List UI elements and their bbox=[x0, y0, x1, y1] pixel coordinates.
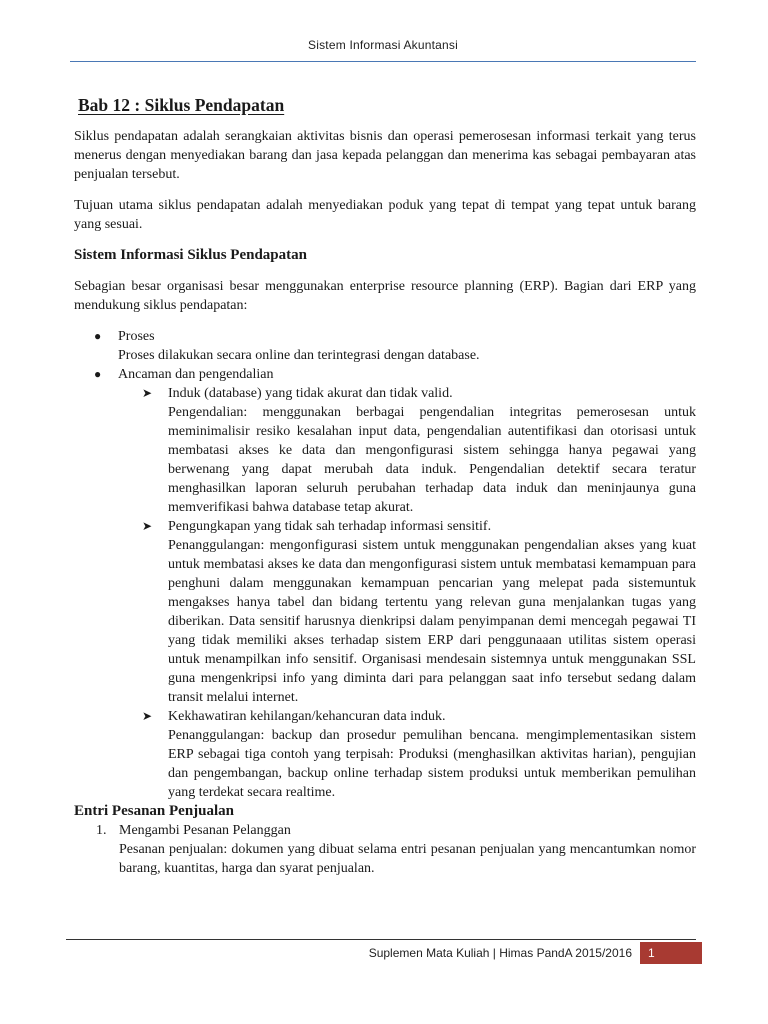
page-header: Sistem Informasi Akuntansi bbox=[308, 38, 458, 52]
numbered-detail: Pesanan penjualan: dokumen yang dibuat selama entri pesanan penjualan yang mencantumkan nomor barang, kuantitas, harga dan syarat penjualan. bbox=[119, 842, 696, 876]
numbered-list bbox=[74, 821, 696, 878]
bullet-list bbox=[74, 327, 696, 802]
threat-title: Pengungkapan yang tidak sah terhadap informasi sensitif. bbox=[168, 519, 492, 534]
threat-detail: Penanggulangan: mengonfigurasi sistem untuk menggunakan pengendalian akses yang kuat untuk membatasi akses ke data dan mengonfigurasi sistem untuk membatasi kemampuan para penghuni dalam menggunakan kemampuan pencarian yang melepat pada sistemuntuk mengakses hanya tabel dan bidang tertentu yang relevan guna menjalankan tugas yang diberikan. Data sensitif harusnya dienkripsi dalam penyimpanan demi mencegah pegawai TI yang tidak memiliki akses terhadap sistem ERP dari penggunaaan utilitas sistem operasi untuk menampilkan info sensitif. Organisasi mendesain sistemnya untuk menggunakan SSL guna mengenkripsi info yang diminta dari para pelanggan saat info tersebut sedang dalam transit melalui internet. bbox=[168, 538, 696, 705]
bullet-text: Proses dilakukan secara online dan terintegrasi dengan database. bbox=[118, 348, 480, 363]
intro-paragraph-2: Tujuan utama siklus pendapatan adalah menyediakan poduk yang tepat di tempat yang tepat untuk barang yang sesuai. bbox=[74, 198, 696, 232]
threat-list bbox=[118, 384, 696, 802]
list-item bbox=[74, 365, 696, 802]
list-number: 1. bbox=[96, 823, 107, 838]
section-heading-sales-order: Entri Pesanan Penjualan bbox=[74, 803, 235, 819]
footer-rule bbox=[66, 939, 696, 940]
footer-text: Suplemen Mata Kuliah | Himas PandA 2015/2016 bbox=[368, 946, 632, 960]
page-number-badge: 1 bbox=[640, 942, 702, 964]
arrow-bullet-icon: ➤ bbox=[142, 519, 153, 533]
list-item bbox=[74, 821, 696, 878]
section-heading-system: Sistem Informasi Siklus Pendapatan bbox=[74, 247, 307, 263]
arrow-bullet-icon: ➤ bbox=[142, 709, 153, 723]
bullet-title: Ancaman dan pengendalian bbox=[118, 367, 274, 382]
bullet-icon: ● bbox=[94, 329, 102, 343]
list-item bbox=[118, 517, 696, 707]
numbered-title: Mengambi Pesanan Pelanggan bbox=[119, 823, 291, 838]
bullet-title: Proses bbox=[118, 329, 155, 344]
threat-detail: Penanggulangan: backup dan prosedur pemulihan bencana. mengimplementasikan sistem ERP sebagai tiga contoh yang terpisah: Produksi (menghasilkan aktivitas harian), pengujian dan pengembangan, backup online terhadap sistem produksi untuk memberikan pemulihan yang terdekat secara realtime. bbox=[168, 728, 696, 800]
bullet-icon: ● bbox=[94, 367, 102, 381]
threat-title: Induk (database) yang tidak akurat dan tidak valid. bbox=[168, 386, 453, 401]
arrow-bullet-icon: ➤ bbox=[142, 386, 153, 400]
threat-detail: Pengendalian: menggunakan berbagai pengendalian integritas pemerosesan untuk meminimalisir resiko kesalahan input data, pengendalian autentifikasi dan otorisasi untuk membatasi akses ke data dan mengonfigurasi sistem sehingga hanya pegawai yang berwenang yang dapat merubah data induk. Pengendalian detektif secara teratur menghasilkan laporan seluruh perubahan terhadap data induk dan meninjaunya guna memverifikasi bahwa database tetap akurat. bbox=[168, 405, 696, 515]
header-rule bbox=[70, 61, 696, 62]
list-item bbox=[74, 327, 696, 365]
list-item bbox=[118, 707, 696, 802]
threat-title: Kekhawatiran kehilangan/kehancuran data induk. bbox=[168, 709, 446, 724]
list-item bbox=[118, 384, 696, 517]
section-paragraph-erp: Sebagian besar organisasi besar menggunakan enterprise resource planning (ERP). Bagian dari ERP yang mendukung siklus pendapatan: bbox=[74, 279, 696, 313]
chapter-title: Bab 12 : Siklus Pendapatan bbox=[78, 95, 285, 115]
intro-paragraph-1: Siklus pendapatan adalah serangkaian aktivitas bisnis dan operasi pemerosesan informasi terkait yang terus menerus dengan menyediakan barang dan jasa kepada pelanggan dan menerima kas sebagai pembayaran atas penjualan tersebut. bbox=[74, 129, 696, 182]
page-content bbox=[74, 96, 696, 878]
